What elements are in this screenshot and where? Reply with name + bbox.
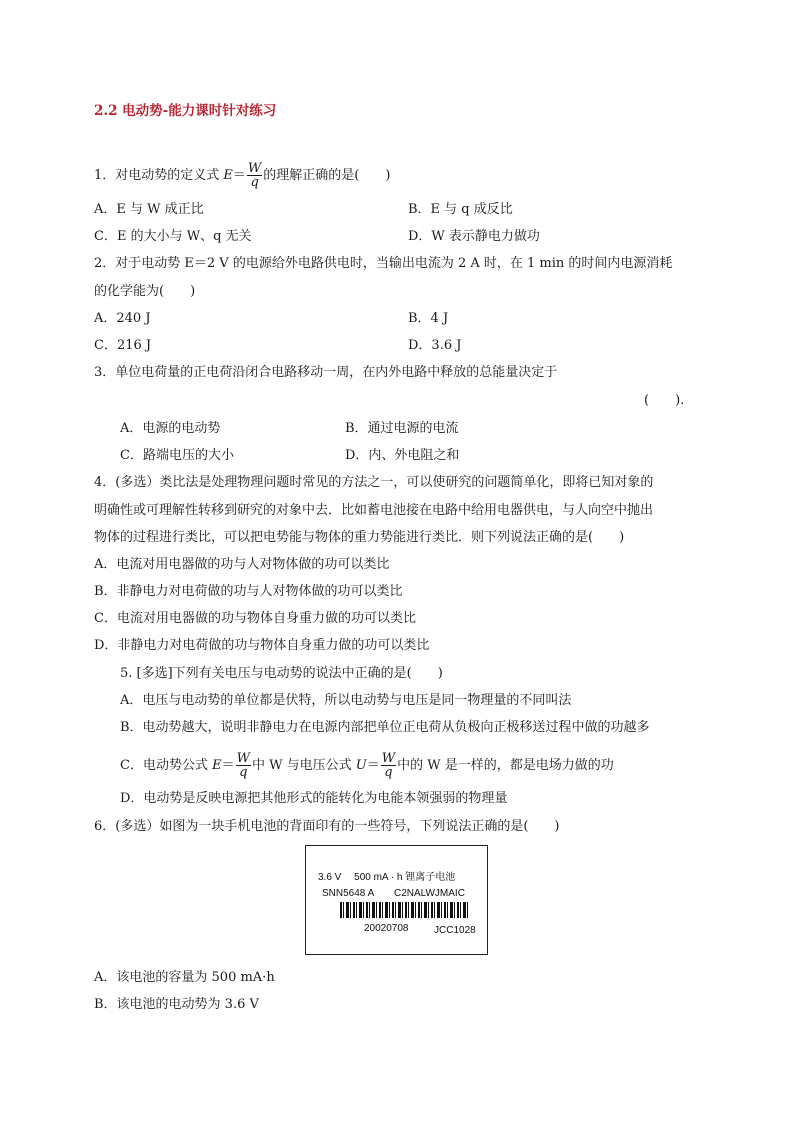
question-5-option-d: D．电动势是反映电源把其他形式的能转化为电能本领强弱的物理量: [120, 791, 508, 806]
question-4-option-c: C．电流对用电器做的功与物体自身重力做的功可以类比: [94, 611, 416, 626]
question-1-formula-e: E: [223, 168, 233, 183]
question-4-line-2: 明确性或可理解性转移到研究的对象中去．比如蓄电池接在电路中给用电器供电，与人向空中抛出: [94, 503, 654, 518]
question-4-line-3: 物体的过程进行类比，可以把电势能与物体的重力势能进行类比．则下列说法正确的是( ): [94, 530, 625, 545]
question-6-option-b: B．该电池的电动势为 3.6 V: [94, 997, 259, 1012]
question-5-denominator-2: q: [384, 765, 393, 780]
question-2-option-d: D．3.6 J: [408, 338, 462, 353]
question-5-option-c-u: U: [355, 758, 367, 773]
question-3-option-d: D．内、外电阻之和: [345, 448, 460, 463]
question-5-option-c-mid: 中 W 与电压公式: [251, 758, 356, 773]
question-1-stem: [94, 158, 390, 194]
question-2-line-1: 2．对于电动势 E＝2 V 的电源给外电路供电时，当输出电流为 2 A 时，在 1 min 的时间内电源消耗: [94, 256, 673, 271]
question-1-option-d: D．W 表示静电力做功: [408, 229, 540, 244]
question-1-fraction: [247, 162, 262, 189]
battery-serial: SNN5648 A: [322, 888, 375, 899]
page-title: 2.2 电动势-能力课时针对练习: [94, 103, 277, 119]
question-3-option-c: C．路端电压的大小: [120, 448, 234, 463]
question-4-option-a: A．电流对用电器做的功与人对物体做的功可以类比: [94, 557, 390, 572]
battery-label-figure: [305, 845, 488, 955]
battery-date: 20020708: [364, 923, 409, 934]
question-3-paren: ( ).: [644, 393, 685, 408]
question-5-fraction-1: [236, 752, 251, 779]
question-4-line-1: 4．(多选）类比法是处理物理问题时常见的方法之一，可以使研究的问题简单化，即将已知对象的: [94, 475, 654, 490]
question-1-option-b: B．E 与 q 成反比: [408, 202, 513, 217]
question-5-option-c-eq1: ＝: [221, 758, 235, 773]
question-2-option-c: C．216 J: [94, 338, 152, 353]
question-1-suffix: 的理解正确的是( ): [263, 168, 391, 183]
question-5-numerator-2: W: [381, 751, 396, 766]
question-5-option-c-prefix: C．电动势公式: [120, 758, 213, 773]
question-5-option-a: A．电压与电动势的单位都是伏特，所以电动势与电压是同一物理量的不同叫法: [120, 693, 572, 708]
question-1-option-c: C．E 的大小与 W、q 无关: [94, 229, 252, 244]
question-6-line-1: 6．(多选）如图为一块手机电池的背面印有的一些符号，下列说法正确的是( ): [94, 819, 560, 834]
battery-code: C2NALWJMAIC: [394, 888, 465, 899]
question-5-option-c-e: E: [212, 758, 222, 773]
question-1-denominator: q: [250, 175, 259, 190]
question-5-fraction-2: [381, 752, 396, 779]
question-1-option-a: A．E 与 W 成正比: [94, 202, 204, 217]
question-6-option-a: A．该电池的容量为 500 mA·h: [94, 970, 275, 985]
question-5-option-c-eq2: ＝: [366, 758, 380, 773]
question-1-formula-eq: ＝: [232, 168, 246, 183]
question-3-option-b: B．通过电源的电流: [345, 421, 459, 436]
question-2-option-b: B．4 J: [408, 311, 449, 326]
question-5-option-c: [120, 748, 614, 784]
question-3-line-1: 3．单位电荷量的正电荷沿闭合电路移动一周，在内外电路中释放的总能量决定于: [94, 365, 558, 380]
question-2-line-2: 的化学能为( ): [94, 284, 196, 299]
question-5-line-1: 5. [多选]下列有关电压与电动势的说法中正确的是( ): [120, 666, 443, 681]
question-5-numerator-1: W: [236, 751, 250, 766]
question-1-numerator: W: [247, 161, 262, 176]
battery-spec-row: 3.6 V 500 mA · h 锂离子电池: [318, 872, 456, 883]
question-3-option-a: A．电源的电动势: [120, 421, 221, 436]
question-5-option-b: B．电动势越大，说明非静电力在电源内部把单位正电荷从负极向正极移送过程中做的功越多: [120, 720, 650, 735]
question-4-option-d: D．非静电力对电荷做的功与物体自身重力做的功可以类比: [94, 638, 430, 653]
question-2-option-a: A．240 J: [94, 311, 151, 326]
question-1-prefix: 1．对电动势的定义式: [94, 168, 224, 183]
question-4-option-b: B．非静电力对电荷做的功与人对物体做的功可以类比: [94, 584, 403, 599]
battery-batch: JCC1028: [434, 925, 476, 936]
question-5-denominator-1: q: [239, 765, 248, 780]
question-5-option-c-suffix: 中的 W 是一样的，都是电场力做的功: [397, 758, 614, 773]
barcode-icon: [340, 902, 470, 918]
